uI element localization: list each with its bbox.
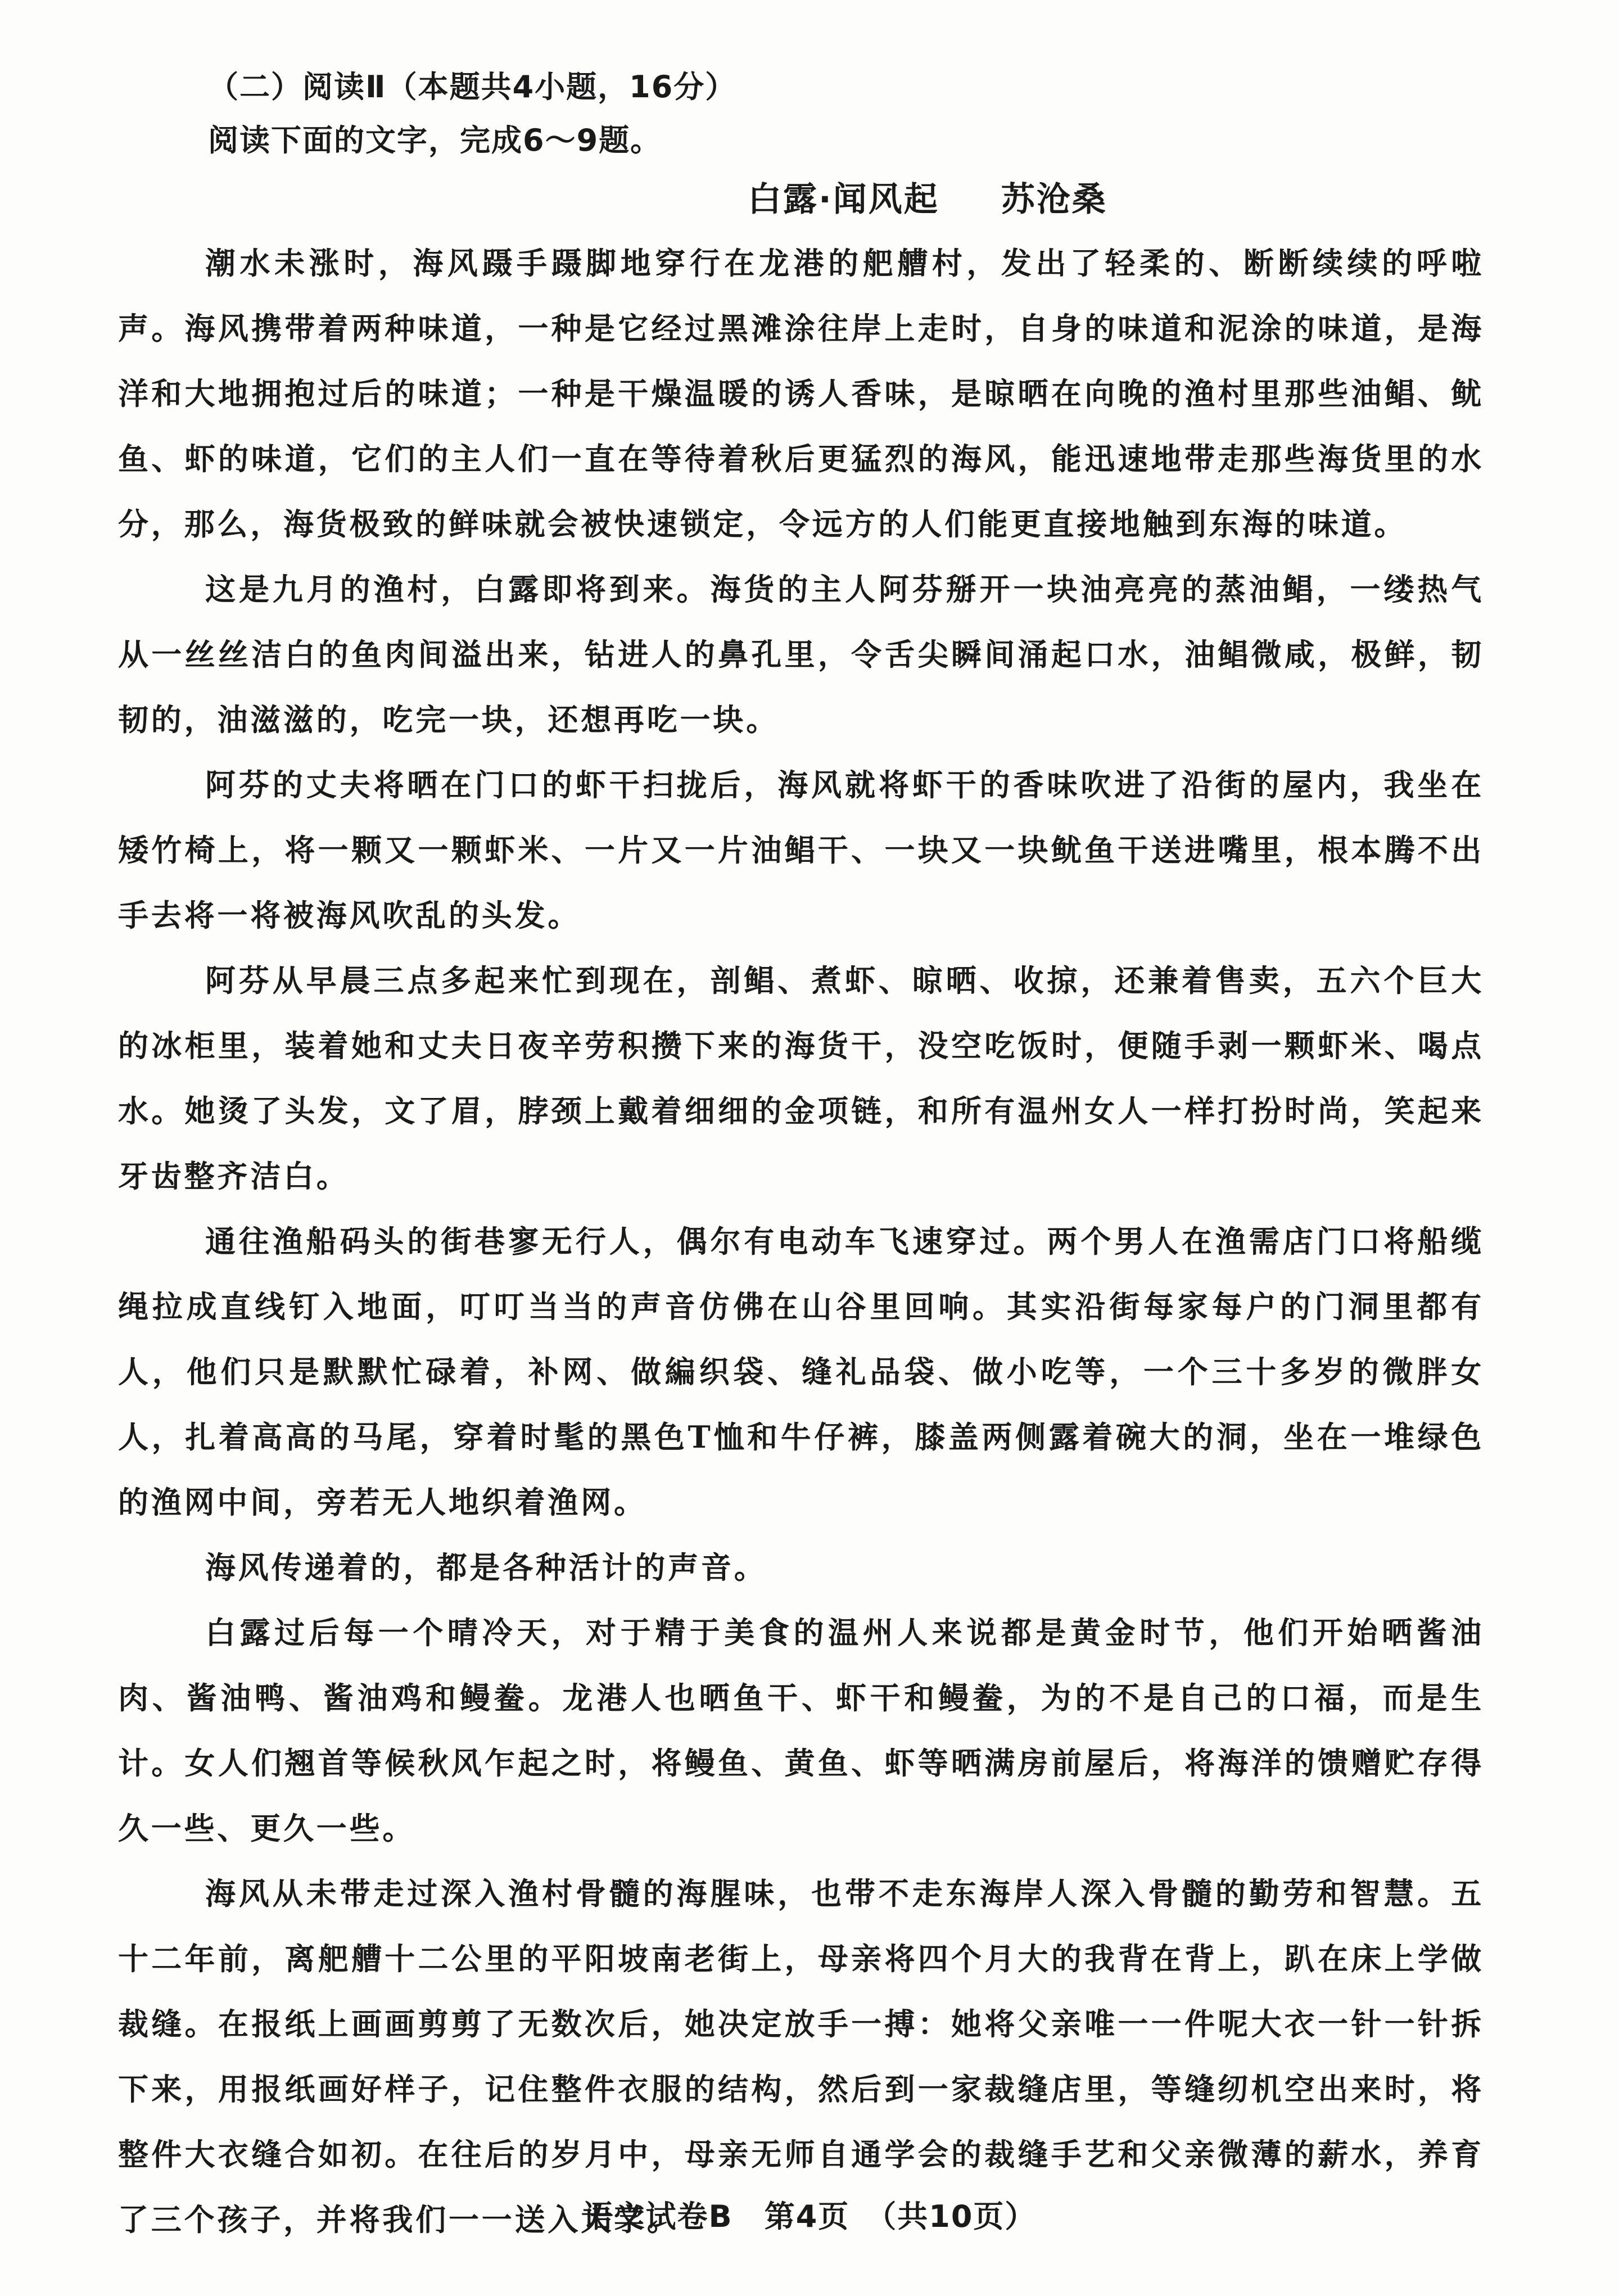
article-title: 白露·闻风起 bbox=[748, 180, 939, 219]
paragraph: 这是九月的渔村，白露即将到来。海货的主人阿芬掰开一块油亮亮的蒸油鲳，一缕热气从一丝丝洁白的鱼肉间溢出来，钻进人的鼻孔里，令舌尖瞬间涌起口水，油鲳微咸，极鲜，韧韧的，油滋滋的，吃完一块，还想再吃一块。 bbox=[118, 571, 1484, 738]
article-header bbox=[748, 169, 1484, 230]
paragraph: 海风从未带走过深入渔村骨髓的海腥味，也带不走东海岸人深入骨髓的勤劳和智慧。五十二年前，离舥艚十二公里的平阳坡南老街上，母亲将四个月大的我背在背上，趴在床上学做裁缝。在报纸上画画剪剪了无数次后，她决定放手一搏：她将父亲唯一一件呢大衣一针一针拆下来，用报纸画好样子，记住整件衣服的结构，然后到一家裁缝店里，等缝纫机空出来时，将整件大衣缝合如初。在往后的岁月中，母亲无师自通学会的裁缝手艺和父亲微薄的薪水，养育了三个孩子，并将我们一一送入大学。 bbox=[118, 1875, 1484, 2238]
article-author: 苏沧桑 bbox=[1001, 180, 1107, 219]
section-instruction: 阅读下面的文字，完成6～9题。 bbox=[208, 123, 662, 158]
paragraph: 阿芬从早晨三点多起来忙到现在，剖鲳、煮虾、晾晒、收掠，还兼着售卖，五六个巨大的冰柜里，装着她和丈夫日夜辛劳积攒下来的海货干，没空吃饭时，便随手剥一颗虾米、喝点水。她烫了头发，文了眉，脖颈上戴着细细的金项链，和所有温州女人一样打扮时尚，笑起来牙齿整齐洁白。 bbox=[118, 962, 1484, 1194]
section-heading: （二）阅读Ⅱ（本题共4小题，16分） bbox=[208, 69, 737, 105]
article-body bbox=[118, 230, 1484, 2252]
paragraph: 潮水未涨时，海风蹑手蹑脚地穿行在龙港的舥艚村，发出了轻柔的、断断续续的呼啦声。海风携带着两种味道，一种是它经过黑滩涂往岸上走时，自身的味道和泥涂的味道，是海洋和大地拥抱过后的味道；一种是干燥温暖的诱人香味，是晾晒在向晚的渔村里那些油鲳、鱿鱼、虾的味道，它们的主人们一直在等待着秋后更猛烈的海风，能迅速地带走那些海货里的水分，那么，海货极致的鲜味就会被快速锁定，令远方的人们能更直接地触到东海的味道。 bbox=[118, 245, 1484, 542]
paragraph: 阿芬的丈夫将晒在门口的虾干扫拢后，海风就将虾干的香味吹进了沿街的屋内，我坐在矮竹椅上，将一颗又一颗虾米、一片又一片油鲳干、一块又一块鱿鱼干送进嘴里，根本腾不出手去将一将被海风吹乱的头发。 bbox=[118, 767, 1484, 933]
reading-section bbox=[118, 62, 1484, 2252]
page-footer: 语文试卷B 第4页 （共10页） bbox=[582, 2199, 1037, 2234]
paragraph: 通往渔船码头的街巷寥无行人，偶尔有电动车飞速穿过。两个男人在渔需店门口将船缆绳拉成直线钉入地面，叮叮当当的声音仿佛在山谷里回响。其实沿街每家每户的门洞里都有人，他们只是默默忙碌着，补网、做編织袋、缝礼品袋、做小吃等，一个三十多岁的微胖女人，扎着高高的马尾，穿着时髦的黑色T恤和牛仔裤，膝盖两侧露着碗大的洞，坐在一堆绿色的渔网中间，旁若无人地织着渔网。 bbox=[118, 1223, 1484, 1520]
paragraph: 海风传递着的，都是各种活计的声音。 bbox=[205, 1549, 767, 1585]
paragraph: 白露过后每一个晴冷天，对于精于美食的温州人来说都是黄金时节，他们开始晒酱油肉、酱油鸭、酱油鸡和鳗鲞。龙港人也晒鱼干、虾干和鳗鲞，为的不是自己的口福，而是生计。女人们翘首等候秋风乍起之时，将鳗鱼、黄鱼、虾等晒满房前屋后，将海洋的馈赠贮存得久一些、更久一些。 bbox=[118, 1615, 1484, 1846]
